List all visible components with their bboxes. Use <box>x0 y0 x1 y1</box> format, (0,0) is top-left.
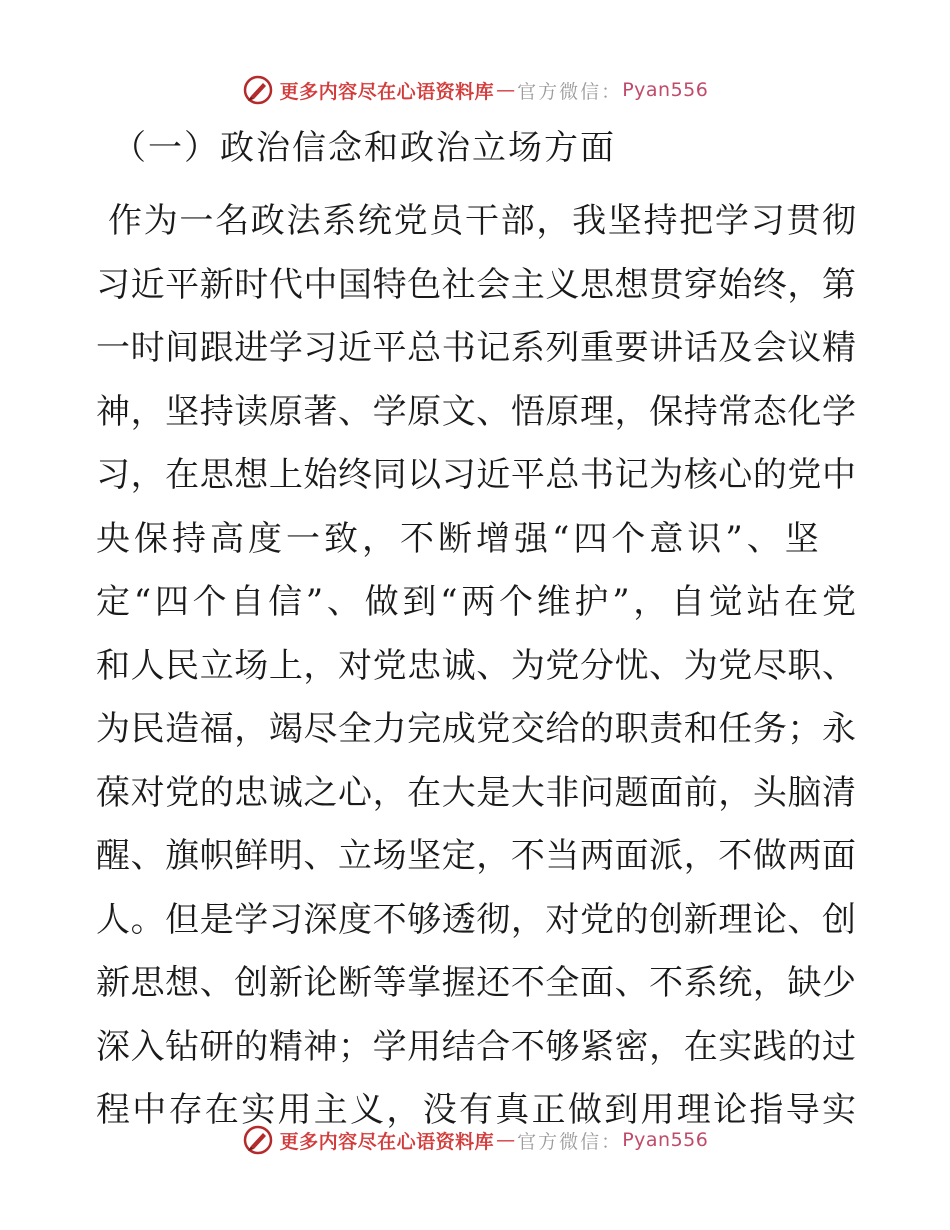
pen-circle-logo-icon <box>242 1124 274 1156</box>
watermark-wechat-id: Pyan556 <box>622 79 709 101</box>
paragraph-line: 央保持高度一致，不断增强“四个意识”、坚 <box>96 518 823 559</box>
paragraph-line: 为民造福，竭尽全力完成党交给的职责和任务；永 <box>96 709 856 749</box>
paragraph-line: 葆对党的忠诚之心，在大是大非问题面前，头脑清 <box>96 772 856 813</box>
paragraph-line: 作为一名政法系统党员干部，我坚持把学习贯彻 <box>108 201 856 241</box>
paragraph-line: 醒、旗帜鲜明、立场坚定，不当两面派，不做两面 <box>96 836 856 876</box>
watermark-official-label: 官方微信： <box>517 80 623 103</box>
section-heading: （一）政治信念和政治立场方面 <box>112 128 616 168</box>
body-paragraph <box>96 190 856 1143</box>
watermark-dash: — <box>496 79 516 101</box>
watermark-footer <box>0 1120 950 1160</box>
paragraph-line: 新思想、创新论断等掌握还不全面、不系统，缺少 <box>96 963 856 1003</box>
paragraph-line: 深入钻研的精神；学用结合不够紧密，在实践的过 <box>96 1026 856 1067</box>
paragraph-line: 习，在思想上始终同以习近平总书记为核心的党中 <box>96 455 856 495</box>
paragraph-line: 神，坚持读原著、学原文、悟原理，保持常态化学 <box>96 391 856 432</box>
paragraph-line: 定“四个自信”、做到“两个维护”，自觉站在党 <box>96 582 856 622</box>
watermark-wechat-id: Pyan556 <box>622 1129 709 1151</box>
paragraph-line: 人。但是学习深度不够透彻，对党的创新理论、创 <box>96 899 856 940</box>
watermark-header <box>0 70 950 110</box>
watermark-dash: — <box>496 1129 516 1151</box>
watermark-official-label: 官方微信： <box>517 1130 623 1153</box>
paragraph-line: 程中存在实用主义，没有真正做到用理论指导实 <box>96 1090 856 1130</box>
paragraph-line: 和人民立场上，对党忠诚、为党分忧、为党尽职、 <box>96 645 856 686</box>
watermark-main-text: 更多内容尽在心语资料库 <box>279 1130 495 1153</box>
pen-circle-logo-icon <box>242 74 274 106</box>
paragraph-line: 一时间跟进学习近平总书记系列重要讲话及会议精 <box>96 328 856 368</box>
watermark-main-text: 更多内容尽在心语资料库 <box>279 80 495 103</box>
paragraph-line: 习近平新时代中国特色社会主义思想贯穿始终，第 <box>96 264 856 305</box>
